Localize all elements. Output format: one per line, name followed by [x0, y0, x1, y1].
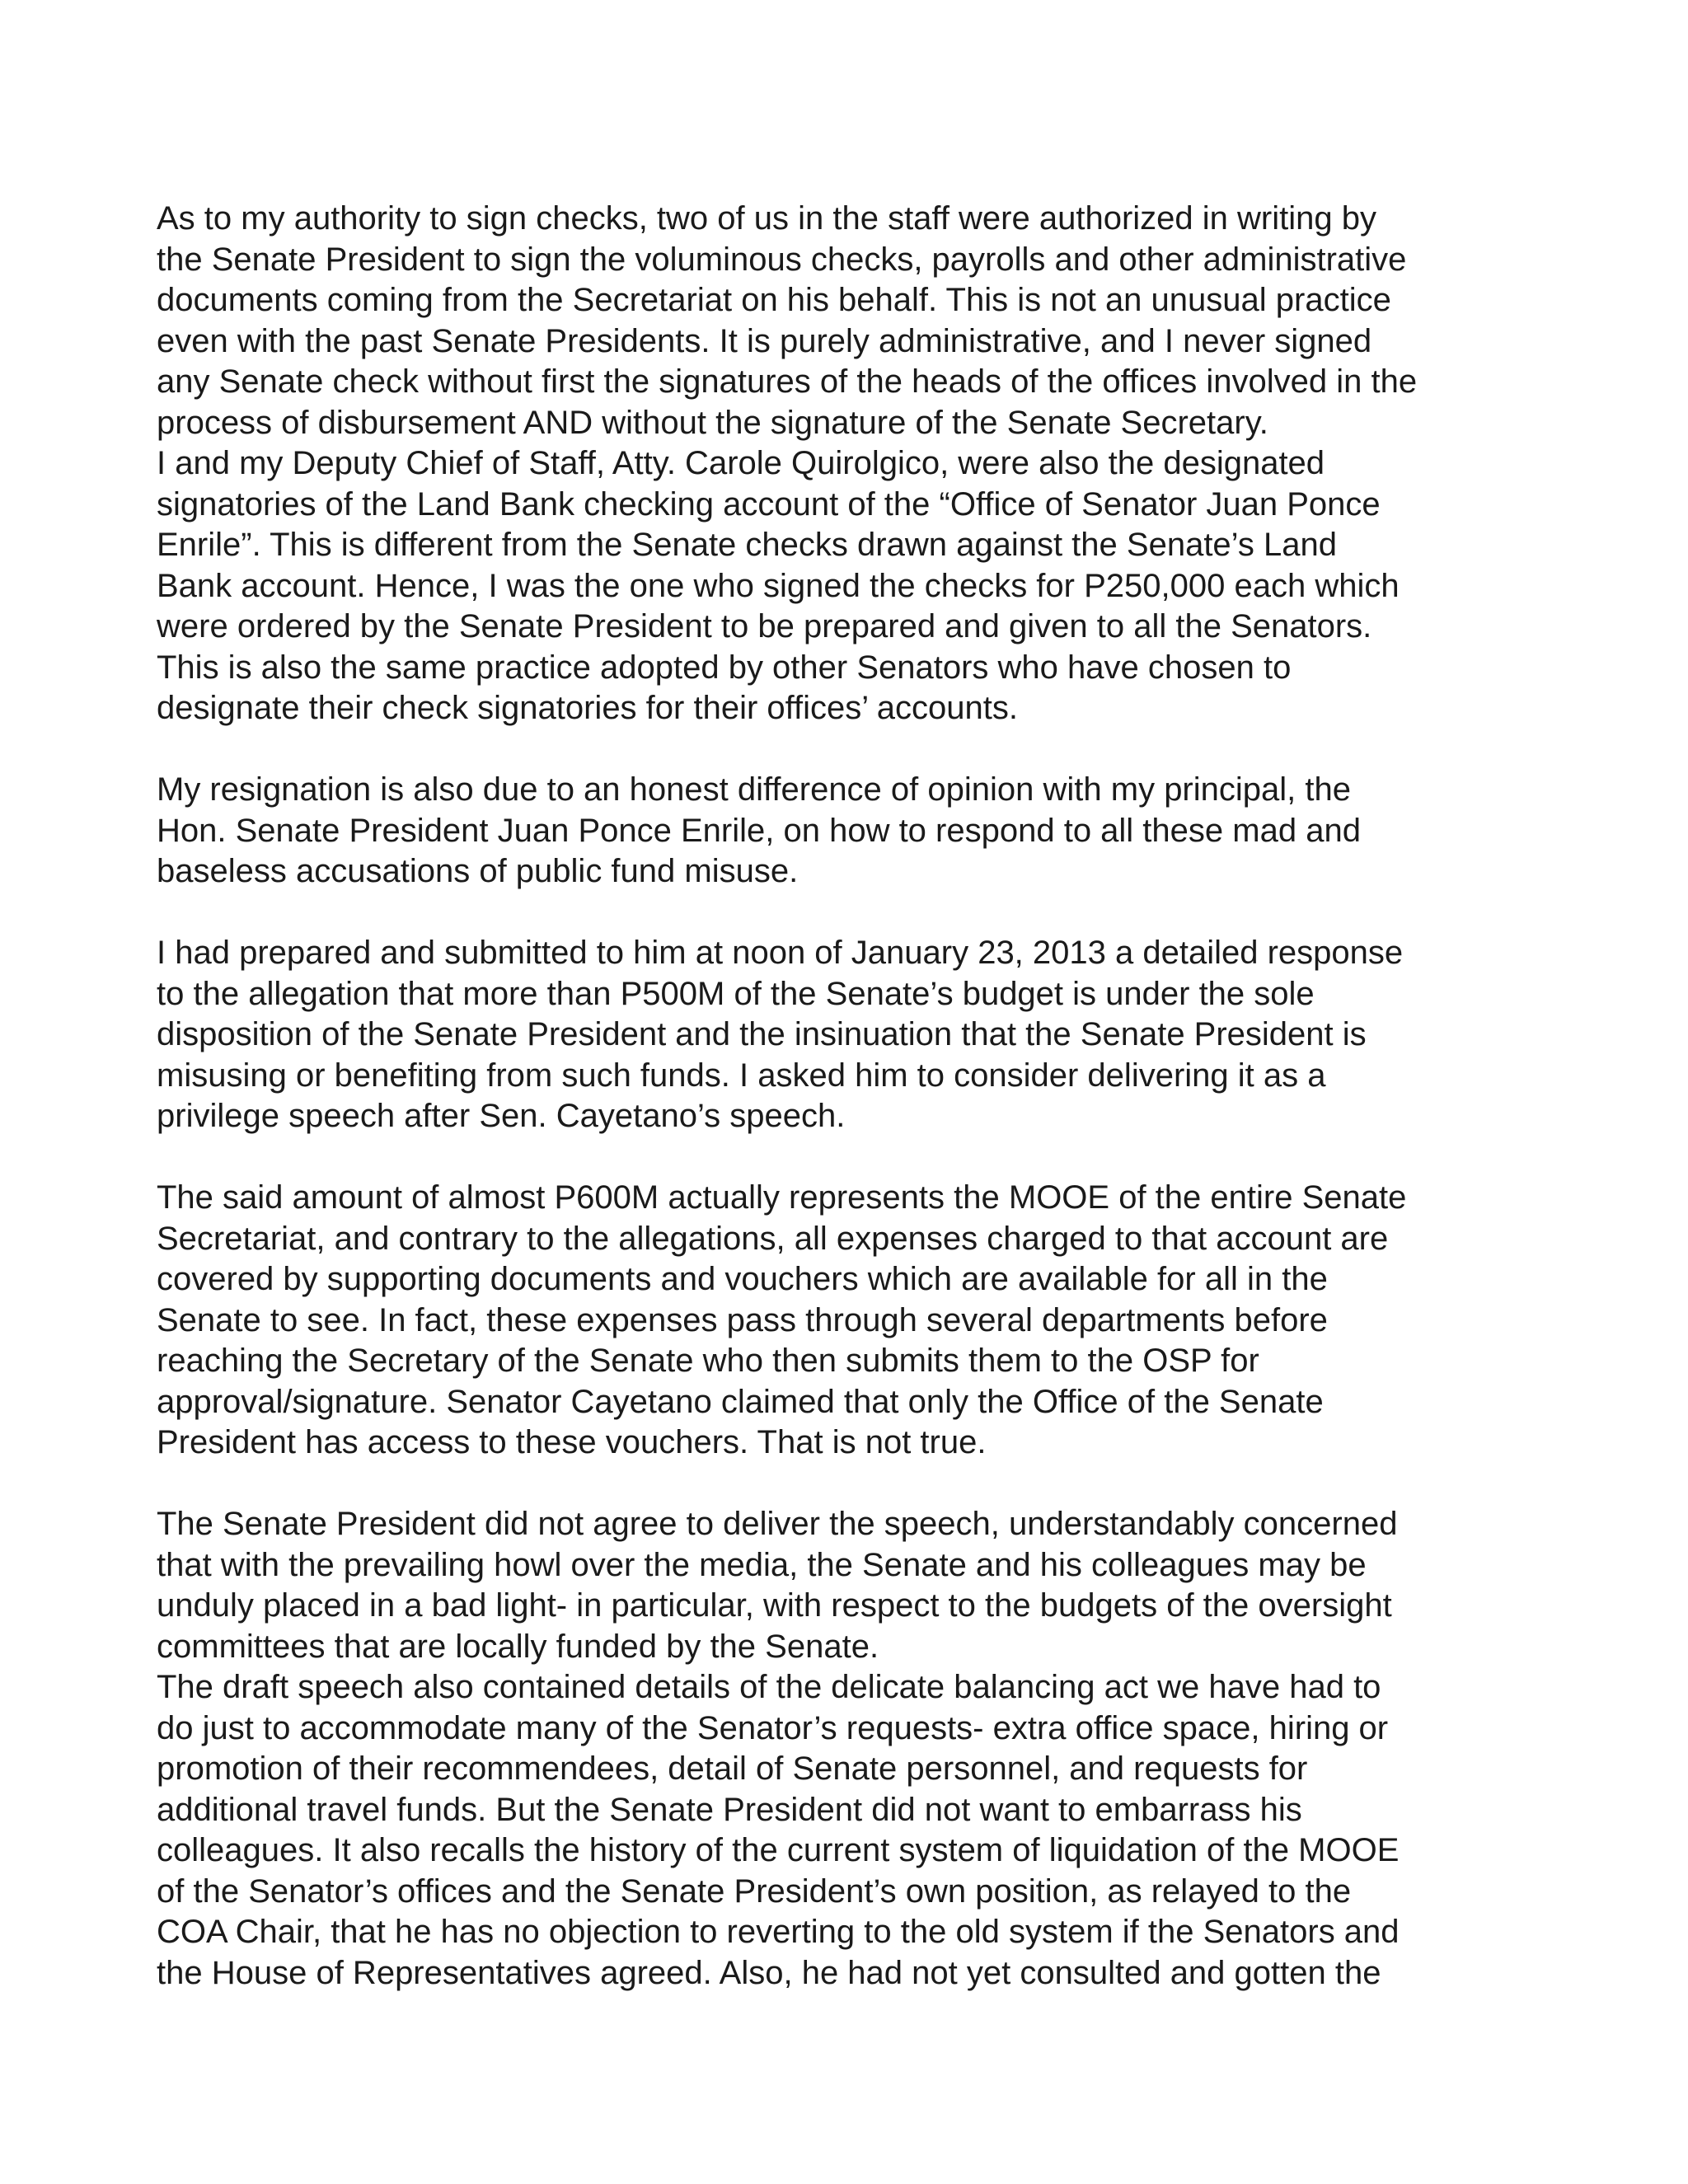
paragraph-check-authority — [157, 199, 1558, 729]
text-line: process of disbursement AND without the signature of the Senate Secretary. — [157, 404, 1268, 441]
paragraph-detailed-response — [157, 933, 1558, 1137]
text-line: the House of Representatives agreed. Also, he had not yet consulted and gotten the — [157, 1954, 1381, 1991]
paragraph-spacer — [157, 1137, 1558, 1179]
text-line: Secretariat, and contrary to the allegations, all expenses charged to that account are — [157, 1220, 1389, 1257]
paragraph-mooe-amount — [157, 1178, 1558, 1464]
text-line: The draft speech also contained details of the delicate balancing act we have had to — [157, 1669, 1381, 1705]
text-line: Hon. Senate President Juan Ponce Enrile, on how to respond to all these mad and — [157, 812, 1361, 849]
text-line: do just to accommodate many of the Senator’s requests- extra office space, hiring or — [157, 1709, 1389, 1746]
text-line: promotion of their recommendees, detail of Senate personnel, and requests for — [157, 1750, 1308, 1787]
paragraph-spacer — [157, 893, 1558, 934]
text-line: committees that are locally funded by the Senate. — [157, 1628, 879, 1665]
text-line: reaching the Secretary of the Senate who then submits them to the OSP for — [157, 1343, 1259, 1379]
text-line: approval/signature. Senator Cayetano claimed that only the Office of the Senate — [157, 1383, 1324, 1420]
paragraph-spacer — [157, 729, 1558, 771]
text-line: even with the past Senate Presidents. It is purely administrative, and I never signed — [157, 322, 1372, 359]
text-line: colleagues. It also recalls the history of the current system of liquidation of the MOOE — [157, 1832, 1400, 1868]
text-line: President has access to these vouchers. That is not true. — [157, 1424, 987, 1460]
text-line: any Senate check without first the signatures of the heads of the offices involved in the — [157, 363, 1418, 400]
text-line: COA Chair, that he has no objection to reverting to the old system if the Senators and — [157, 1914, 1400, 1950]
text-line: covered by supporting documents and vouchers which are available for all in the — [157, 1261, 1328, 1297]
text-line: The Senate President did not agree to deliver the speech, understandably concerned — [157, 1506, 1398, 1542]
text-line: that with the prevailing howl over the media, the Senate and his colleagues may be — [157, 1546, 1367, 1583]
text-line: I and my Deputy Chief of Staff, Atty. Carole Quirolgico, were also the designated — [157, 445, 1325, 481]
text-line: to the allegation that more than P500M of the Senate’s budget is under the sole — [157, 975, 1315, 1012]
text-line: the Senate President to sign the voluminous checks, payrolls and other administrative — [157, 241, 1407, 278]
text-line: privilege speech after Sen. Cayetano’s speech. — [157, 1098, 846, 1134]
text-line: designate their check signatories for their offices’ accounts. — [157, 690, 1018, 726]
document-body — [157, 199, 1558, 1994]
text-line: Senate to see. In fact, these expenses pass through several departments before — [157, 1301, 1328, 1338]
text-line: were ordered by the Senate President to be prepared and given to all the Senators. — [157, 608, 1372, 644]
text-line: signatories of the Land Bank checking account of the “Office of Senator Juan Ponce — [157, 485, 1381, 523]
text-line: documents coming from the Secretariat on his behalf. This is not an unusual practice — [157, 282, 1391, 318]
paragraph-spacer — [157, 1464, 1558, 1505]
text-line: unduly placed in a bad light- in particular, with respect to the budgets of the oversight — [157, 1587, 1392, 1624]
text-line: I had prepared and submitted to him at noon of January 23, 2013 a detailed response — [157, 935, 1404, 971]
text-line: Enrile”. This is different from the Senate checks drawn against the Senate’s Land — [157, 527, 1337, 563]
text-line: of the Senator’s offices and the Senate President’s own position, as relayed to the — [157, 1872, 1352, 1910]
text-line: My resignation is also due to an honest difference of opinion with my principal, the — [157, 771, 1351, 808]
text-line: The said amount of almost P600M actually represents the MOOE of the entire Senate — [157, 1179, 1407, 1216]
text-line: disposition of the Senate President and the insinuation that the Senate President is — [157, 1016, 1367, 1052]
text-line: baseless accusations of public fund misuse. — [157, 853, 799, 889]
text-line: Bank account. Hence, I was the one who signed the checks for P250,000 each which — [157, 567, 1400, 604]
paragraph-speech-declined — [157, 1504, 1558, 1994]
paragraph-resignation — [157, 770, 1558, 893]
text-line: additional travel funds. But the Senate President did not want to embarrass his — [157, 1791, 1302, 1828]
text-line: This is also the same practice adopted by other Senators who have chosen to — [157, 649, 1292, 686]
text-line: As to my authority to sign checks, two of us in the staff were authorized in writing by — [157, 200, 1376, 237]
text-line: misusing or benefiting from such funds. I asked him to consider delivering it as a — [157, 1057, 1326, 1094]
